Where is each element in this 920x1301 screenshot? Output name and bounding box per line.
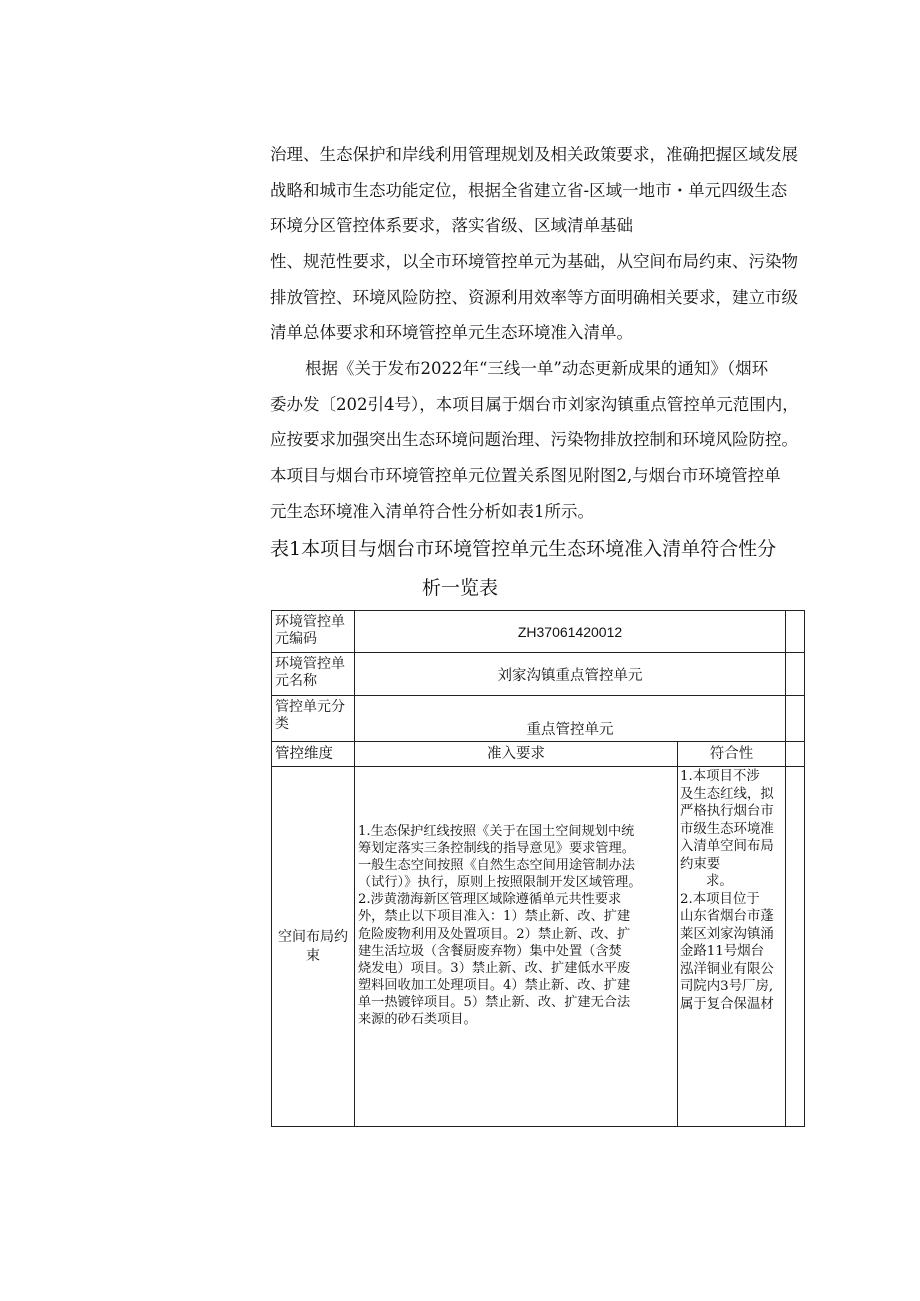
paragraph-1: [270, 137, 815, 351]
unit-code-value: ZH37061420012: [355, 611, 786, 653]
unit-name-label: [272, 653, 355, 696]
label-line: 管控单元分: [275, 699, 345, 715]
table-row: [272, 767, 805, 1127]
paragraph-1-line: 排放管控、环境风险防控、资源利用效率等方面明确相关要求，建立市级: [270, 287, 798, 307]
requirement-line: 来源的砂石类项目。: [358, 1012, 477, 1028]
label-line: 环境管控单: [275, 656, 345, 672]
table-header-row: [272, 742, 805, 767]
compliance-line: 山东省烟台市蓬: [680, 909, 774, 924]
unit-code-label: [272, 611, 355, 653]
requirement-line: 建生活垃圾（含餐厨废弃物）集中处置（含焚: [358, 943, 622, 959]
requirement-line: 一般生态空间按照《自然生态空间用途管制办法: [358, 858, 635, 874]
compliance-line: 入清单空间布局: [680, 839, 774, 854]
requirement-line: 危险废物利用及处置项目。2）禁止新、改、扩: [358, 926, 631, 942]
compliance-line: 求。: [706, 874, 733, 889]
table-caption-line-1: 表1本项目与烟台市环境管控单元生态环境准入清单符合性分: [270, 538, 777, 560]
paragraph-2-line: 委办发〔202引4号），本项目属于烟台市刘家沟镇重点管控单元范围内，: [270, 394, 799, 414]
compliance-line: 金路11号烟台: [680, 944, 764, 959]
table-row: [272, 696, 805, 742]
header-requirement: 准入要求: [355, 742, 678, 767]
paragraph-1-line: 环境分区管控体系要求，落实省级、区域清单基础: [270, 216, 633, 236]
compliance-line: 属于复合保温材: [680, 996, 774, 1012]
requirement-line: 单一热镀锌项目。5）禁止新、改、扩建无合法: [358, 994, 631, 1010]
compliance-line: 莱区刘家沟镇涌: [680, 926, 774, 942]
label-line: 元名称: [275, 673, 317, 689]
compliance-line: 市级生态环境准: [680, 821, 774, 837]
compliance-line: 约束要: [680, 856, 721, 872]
dimension-line: 束: [306, 947, 320, 964]
compliance-line: 1.本项目不涉: [680, 769, 760, 784]
paragraph-1-line: 战略和城市生态功能定位，根据全省建立省-区域一地市・单元四级生态: [270, 180, 788, 200]
compliance-cell: [678, 767, 786, 1127]
label-line: 类: [275, 716, 289, 732]
requirement-line: 2.涉黄渤海新区管理区域除遵循单元共性要求: [358, 892, 622, 908]
requirement-line: 塑料回收加工处理项目。4）禁止新、改、扩建: [358, 977, 631, 993]
paragraph-1-line: 清单总体要求和环境管控单元生态环境准入清单。: [270, 323, 633, 343]
paragraph-2-line: 根据《关于发布2022年“三线一单”动态更新成果的通知》（烟环: [305, 359, 769, 378]
table-row: [272, 653, 805, 696]
paragraph-2-line: 应按要求加强突出生态环境问题治理、污染物排放控制和环境风险防控。: [270, 430, 798, 450]
paragraph-1-line: 治理、生态保护和岸线利用管理规划及相关政策要求，准确把握区域发展: [270, 145, 798, 164]
dimension-cell: [272, 767, 355, 1127]
empty-cell: [786, 767, 805, 1127]
empty-cell: [786, 742, 805, 767]
unit-class-label: [272, 696, 355, 742]
compliance-line: 2.本项目位于: [680, 891, 760, 907]
header-dimension: 管控维度: [272, 742, 355, 767]
paragraph-2: [270, 351, 815, 529]
empty-cell: [786, 696, 805, 742]
table-row: [272, 611, 805, 653]
unit-name-value: 刘家沟镇重点管控单元: [355, 653, 786, 696]
requirement-line: 筹划定落实三条控制线的指导意见》要求管理。: [358, 841, 635, 857]
compliance-line: 及生态红线，拟: [680, 786, 774, 802]
paragraph-2-line: 元生态环境准入清单符合性分析如表1所示。: [270, 501, 594, 521]
paragraph-2-line: 本项目与烟台市环境管控单元位置关系图见附图2,与烟台市环境管控单: [270, 466, 781, 486]
table-caption-line-2: 析一览表: [422, 577, 499, 599]
requirement-line: 烧发电）项目。3）禁止新、改、扩建低水平废: [358, 960, 631, 976]
requirement-line: 1.生态保护红线按照《关于在国土空间规划中统: [358, 824, 635, 839]
table-caption: [270, 531, 810, 606]
compliance-table: [271, 610, 805, 1127]
requirement-line: 外，禁止以下项目准入：1）禁止新、改、扩建: [358, 909, 631, 925]
header-compliance: 符合性: [678, 742, 786, 767]
compliance-line: 司院内3号厂房,: [680, 979, 774, 994]
paragraph-1-line: 性、规范性要求，以全市环境管控单元为基础，从空间布局约束、污染物: [270, 252, 798, 272]
label-line: 环境管控单: [275, 614, 345, 630]
requirement-line: （试行）》执行，原则上按照限制开发区域管理。: [358, 875, 642, 891]
requirement-cell: [355, 767, 678, 1127]
empty-cell: [786, 653, 805, 696]
empty-cell: [786, 611, 805, 653]
label-line: 元编码: [275, 631, 317, 647]
compliance-line: 泓洋铜业有限公: [680, 961, 774, 977]
unit-class-value: 重点管控单元: [355, 696, 786, 742]
compliance-line: 严格执行烟台市: [680, 804, 774, 819]
dimension-line: 空间布局约: [278, 928, 348, 945]
